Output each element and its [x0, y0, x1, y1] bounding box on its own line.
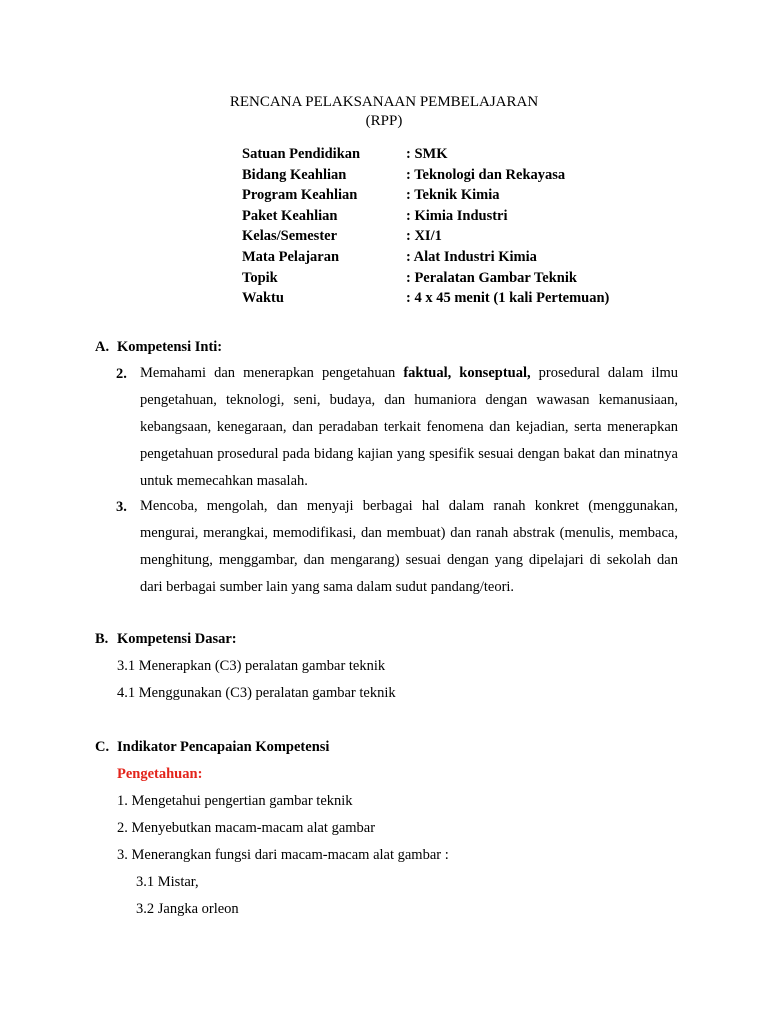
paragraph-text: Memahami dan menerapkan pengetahuan — [140, 365, 404, 381]
identity-value: : Alat Industri Kimia — [406, 248, 537, 265]
sub-list-item: 3.1 Mistar, — [136, 874, 199, 890]
identity-value: : XI/1 — [406, 228, 442, 245]
list-item: 4.1 Menggunakan (C3) peralatan gambar teknik — [117, 685, 396, 701]
identity-row — [242, 167, 662, 188]
identity-label: Mata Pelajaran — [242, 248, 340, 265]
identity-row — [242, 249, 662, 270]
identity-value: : Teknik Kimia — [406, 187, 500, 204]
identity-row — [242, 208, 662, 229]
identity-row — [242, 228, 662, 249]
identity-table — [242, 146, 662, 311]
identity-row — [242, 270, 662, 291]
identity-row — [242, 290, 662, 311]
section-title: Indikator Pencapaian Kompetensi — [117, 739, 330, 755]
identity-value: : 4 x 45 menit (1 kali Pertemuan) — [406, 290, 610, 307]
identity-value: : Peralatan Gambar Teknik — [406, 269, 577, 286]
identity-label: Waktu — [242, 290, 284, 307]
section-b-heading — [95, 631, 237, 648]
identity-value: : Teknologi dan Rekayasa — [406, 166, 566, 183]
section-a-heading — [95, 339, 222, 356]
identity-label: Satuan Pendidikan — [242, 146, 361, 162]
identity-row — [242, 146, 662, 167]
document-title: RENCANA PELAKSANAAN PEMBELAJARAN — [229, 94, 539, 110]
competency-paragraph: Mencoba, mengolah, dan menyaji berbagai hal dalam ranah konkret (menggunakan, mengurai, merangkai, memodifikasi, dan membuat) dan ranah abstrak (menulis, membaca, menghitung, menggambar, dan mengarang) sesuai dengan yang dipelajari di sekolah dan dari berbagai sumber lain yang sama dalam sudut pandang/teori. — [140, 498, 678, 595]
list-item: 1. Mengetahui pengertian gambar teknik — [117, 793, 353, 809]
section-letter: B. — [95, 631, 109, 647]
identity-label: Kelas/Semester — [242, 228, 338, 245]
identity-label: Program Keahlian — [242, 187, 358, 204]
competency-paragraph — [140, 360, 678, 495]
identity-label: Topik — [242, 269, 278, 286]
list-item: 2. Menyebutkan macam-macam alat gambar — [117, 820, 376, 836]
identity-row — [242, 187, 662, 208]
document-subtitle: (RPP) — [365, 113, 403, 129]
sub-list-item: 3.2 Jangka orleon — [136, 901, 239, 917]
section-c-heading — [95, 739, 329, 756]
section-title: Kompetensi Dasar: — [117, 631, 237, 647]
section-title: Kompetensi Inti: — [117, 339, 223, 355]
subheading: Pengetahuan: — [117, 766, 203, 782]
list-number: 3. — [116, 499, 127, 515]
paragraph-bold-text: faktual, konseptual, — [403, 365, 531, 381]
list-item: 3.1 Menerapkan (C3) peralatan gambar teknik — [117, 658, 386, 674]
list-number: 2. — [116, 366, 127, 382]
list-item: 3. Menerangkan fungsi dari macam-macam alat gambar : — [117, 847, 449, 863]
identity-label: Bidang Keahlian — [242, 166, 347, 183]
identity-value: : SMK — [406, 146, 448, 162]
section-letter: A. — [95, 339, 110, 355]
identity-label: Paket Keahlian — [242, 207, 338, 224]
identity-value: : Kimia Industri — [406, 207, 508, 224]
section-letter: C. — [95, 739, 110, 755]
paragraph-text: prosedural dalam ilmu pengetahuan, teknologi, seni, budaya, dan humaniora dengan wawasan kemanusiaan, kebangsaan, kenegaraan, dan peradaban terkait fenomena dan kejadian, serta menerapkan pengetahuan prosedural pada bidang kajian yang spesifik sesuai dengan bakat dan minatnya untuk memecahkan masalah. — [140, 365, 678, 489]
